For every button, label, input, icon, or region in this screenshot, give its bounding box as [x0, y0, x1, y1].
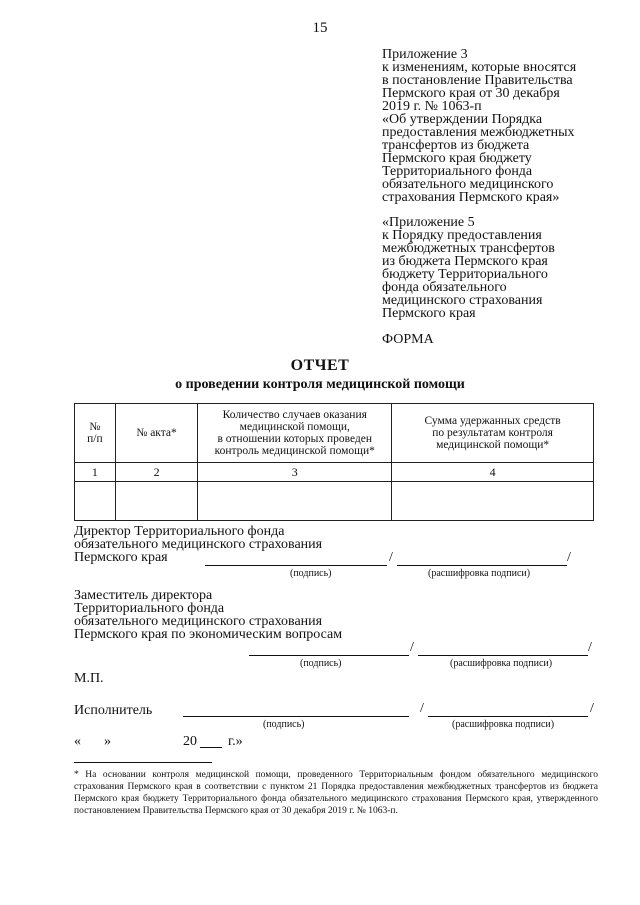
report-title: ОТЧЕТ — [290, 357, 350, 374]
executor-signature-line[interactable] — [183, 716, 409, 717]
header-text: контроль медицинской помощи* — [214, 445, 375, 457]
table-header-row — [75, 404, 594, 463]
annex-3-line: предоставления межбюджетных — [382, 125, 575, 140]
header-text: медицинской помощи, — [239, 421, 350, 433]
director-title — [74, 525, 322, 564]
director-signature-line[interactable] — [205, 565, 387, 566]
annex-5-line: Пермского края — [382, 306, 476, 321]
deputy-title-line: Пермского края по экономическим вопросам — [74, 627, 343, 642]
header-text: в отношении которых проведен — [217, 433, 373, 445]
report-subtitle: о проведении контроля медицинской помощи — [175, 377, 465, 392]
executor-decode-caption: (расшифровка подписи) — [452, 719, 555, 730]
annex-5-line: из бюджета Пермского края — [382, 254, 548, 269]
deputy-signature-line[interactable] — [249, 655, 409, 656]
header-cell-number — [75, 404, 116, 463]
director-signature-caption: (подпись) — [290, 568, 332, 579]
table-cell[interactable] — [392, 482, 594, 521]
header-text: Количество случаев оказания — [222, 409, 367, 421]
annex-3-line: обязательного медицинского — [382, 177, 554, 192]
annex-3-line: трансфертов из бюджета — [382, 138, 530, 153]
annex-3-line: в постановление Правительства — [382, 73, 573, 88]
director-title-line: Пермского края — [74, 550, 168, 565]
stamp-place: М.П. — [74, 671, 104, 686]
header-text: п/п — [87, 433, 103, 445]
table-cell[interactable] — [115, 482, 198, 521]
header-cell-act — [115, 404, 198, 463]
deputy-slash-end: / — [588, 640, 592, 655]
header-text: № — [89, 421, 101, 433]
annex-5-header — [382, 216, 622, 320]
date-year-blank[interactable] — [200, 747, 222, 748]
annex-5-line: к Порядку предоставления — [382, 228, 542, 243]
column-number: 2 — [115, 463, 198, 482]
table-row — [75, 482, 594, 521]
deputy-title — [74, 589, 342, 641]
header-cell-amount — [392, 404, 594, 463]
executor-signature-caption: (подпись) — [263, 719, 305, 730]
annex-3-line: Пермского края от 30 декабря — [382, 86, 560, 101]
header-text: по результатам контроля — [432, 427, 553, 439]
date-year-prefix: 20 — [183, 734, 197, 749]
annex-5-line: медицинского страхования — [382, 293, 543, 308]
deputy-signature-caption: (подпись) — [300, 658, 342, 669]
director-slash-end: / — [567, 550, 571, 565]
column-number: 4 — [392, 463, 594, 482]
deputy-title-line: Заместитель директора — [74, 588, 213, 603]
annex-5-line: «Приложение 5 — [382, 215, 475, 230]
header-text: медицинской помощи* — [436, 439, 550, 451]
director-decode-caption: (расшифровка подписи) — [428, 568, 531, 579]
annex-5-line: фонда обязательного — [382, 280, 507, 295]
footnote: * На основании контроля медицинской помощи, проведенного Территориальным фондом обязательного медицинского страхования Пермского края в соответствии с пунктом 21 Порядка предоставления межбюджетных трансфертов из бюджета Пермского края бюджету Территориального фонда обязательного медицинского страхования Пермского края, утвержденного постановлением Правительства Пермского края от 30 декабря 2019 г. № 1063-п. — [74, 770, 598, 816]
header-cell-cases — [198, 404, 392, 463]
column-number: 3 — [198, 463, 392, 482]
deputy-title-line: Территориального фонда — [74, 601, 225, 616]
annex-3-line: «Об утверждении Порядка — [382, 112, 543, 127]
footnote-divider — [74, 762, 212, 763]
deputy-slash: / — [410, 640, 414, 655]
deputy-decode-line[interactable] — [418, 655, 588, 656]
annex-3-header — [382, 48, 622, 204]
deputy-title-line: обязательного медицинского страхования — [74, 614, 323, 629]
table-cell[interactable] — [198, 482, 392, 521]
executor-slash: / — [420, 701, 424, 716]
form-label: ФОРМА — [382, 332, 434, 347]
header-text: Сумма удержанных средств — [424, 415, 561, 427]
annex-3-line: к изменениям, которые вносятся — [382, 60, 577, 75]
executor-slash-end: / — [590, 701, 594, 716]
director-slash: / — [389, 550, 393, 565]
annex-3-line: 2019 г. № 1063-п — [382, 99, 482, 114]
director-title-line: Директор Территориального фонда — [74, 524, 285, 539]
annex-3-line: Приложение 3 — [382, 47, 468, 62]
annex-5-line: бюджету Территориального — [382, 267, 548, 282]
executor-label: Исполнитель — [74, 703, 153, 718]
annex-5-line: межбюджетных трансфертов — [382, 241, 555, 256]
table-cell[interactable] — [75, 482, 116, 521]
report-table — [74, 403, 594, 521]
date-open-quote: « — [74, 734, 81, 749]
date-close-quote: » — [104, 734, 111, 749]
executor-decode-line[interactable] — [428, 716, 588, 717]
director-title-line: обязательного медицинского страхования — [74, 537, 323, 552]
director-decode-line[interactable] — [397, 565, 567, 566]
date-year-suffix: г.» — [228, 734, 243, 749]
annex-3-line: Пермского края бюджету — [382, 151, 532, 166]
annex-3-line: Территориального фонда — [382, 164, 533, 179]
page-number: 15 — [312, 20, 328, 36]
annex-3-line: страхования Пермского края» — [382, 190, 560, 205]
deputy-decode-caption: (расшифровка подписи) — [450, 658, 553, 669]
table-column-number-row — [75, 463, 594, 482]
header-text: № акта* — [136, 427, 177, 439]
column-number: 1 — [75, 463, 116, 482]
